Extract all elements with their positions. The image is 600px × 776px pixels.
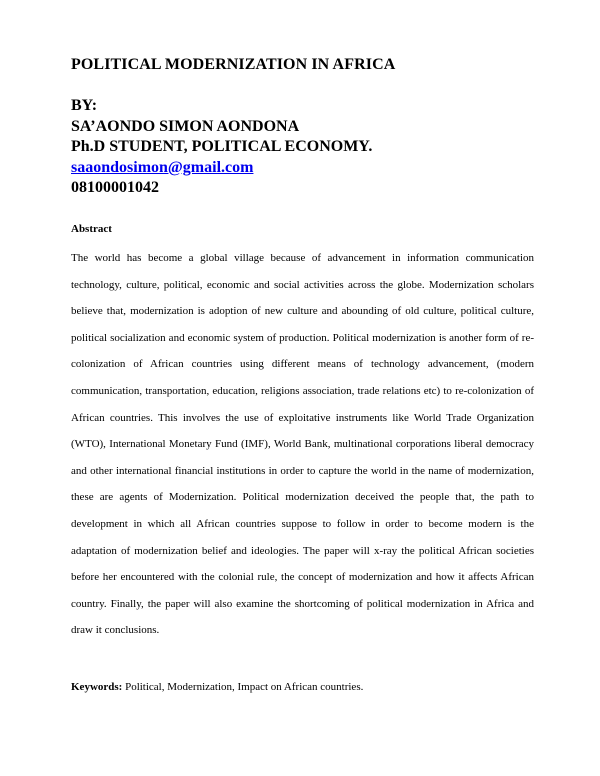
author-name: SA’AONDO SIMON AONDONA [71,117,300,135]
keywords-text: Political, Modernization, Impact on African countries. [122,681,364,693]
author-email-link[interactable]: saaondosimon@gmail.com [71,158,254,176]
abstract-heading: Abstract [71,223,112,235]
paper-title: POLITICAL MODERNIZATION IN AFRICA [71,56,396,73]
by-label: BY: [71,97,98,114]
author-role: Ph.D STUDENT, POLITICAL ECONOMY. [71,138,373,155]
keywords-label: Keywords: [71,681,123,693]
author-block [71,96,372,199]
author-phone: 08100001042 [71,179,159,196]
keywords-line [71,681,363,693]
abstract-body: The world has become a global village because of advancement in information communication technology, culture, political, economic and social activities across the globe. Modernization scholars believe that, modernization is adoption of new culture and abounding of old culture, political culture, political socialization and economic system of production. Political modernization is another form of re-colonization of African countries using different means of technology advancement, (modern communication, transportation, education, religions association, trade relations etc) to re-colonization of African countries. This involves the use of exploitative instruments like World Trade Organization (WTO), International Monetary Fund (IMF), World Bank, multinational corporations liberal democracy and other international financial institutions in order to capture the world in the name of modernization, these are agents of Modernization. Political modernization deceived the people that, the path to development in which all African countries suppose to follow in order to become modern is the adaptation of modernization belief and ideologies. The paper will x-ray the political African societies before her encountered with the colonial rule, the concept of modernization and how it affects African country. Finally, the paper will also examine the shortcoming of political modernization in Africa and draw it conclusions. [71,252,534,637]
